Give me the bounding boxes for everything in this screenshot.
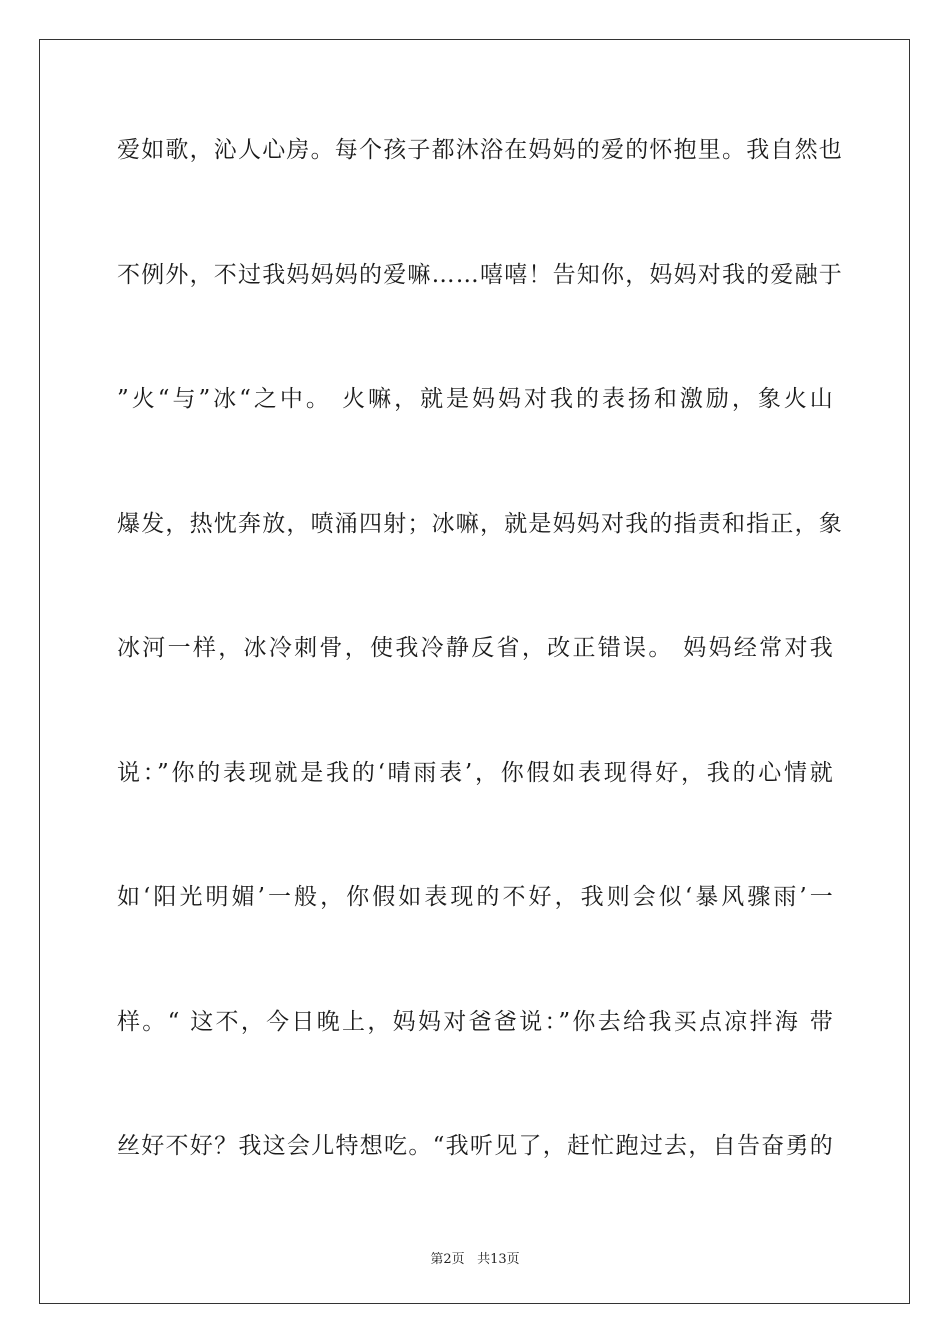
text-line: 丝好不好？我这会儿特想吃。“我听见了，赶忙跑过去，自告奋勇的 — [117, 1133, 834, 1159]
text-line: 如‘阳光明媚’一般，你假如表现的不好，我则会似‘暴风骤雨’一 — [117, 884, 834, 910]
page-total: 共13页 — [477, 1252, 520, 1267]
text-line: 爱如歌，沁人心房。每个孩子都沐浴在妈妈的爱的怀抱里。我自然也 — [117, 137, 843, 163]
text-line: 样。“ 这不，今日晚上，妈妈对爸爸说：”你去给我买点凉拌海 带 — [117, 1008, 834, 1035]
text-line: 冰河一样，冰冷刺骨，使我冷静反省，改正错误。 妈妈经常对我 — [117, 635, 834, 661]
text-line: 说：”你的表现就是我的‘晴雨表’，你假如表现得好，我的心情就 — [117, 759, 834, 786]
text-line: 不例外，不过我妈妈妈的爱嘛……嘻嘻！告知你，妈妈对我的爱融于 — [117, 261, 843, 288]
page-footer — [0, 1248, 950, 1267]
text-line: ”火“与”冰“之中。 火嘛，就是妈妈对我的表扬和激励，象火山 — [117, 386, 834, 412]
text-line: 爆发，热忱奔放，喷涌四射；冰嘛，就是妈妈对我的指责和指正，象 — [117, 510, 843, 537]
page-number: 第2页 — [430, 1252, 465, 1267]
document-body — [117, 127, 843, 1248]
